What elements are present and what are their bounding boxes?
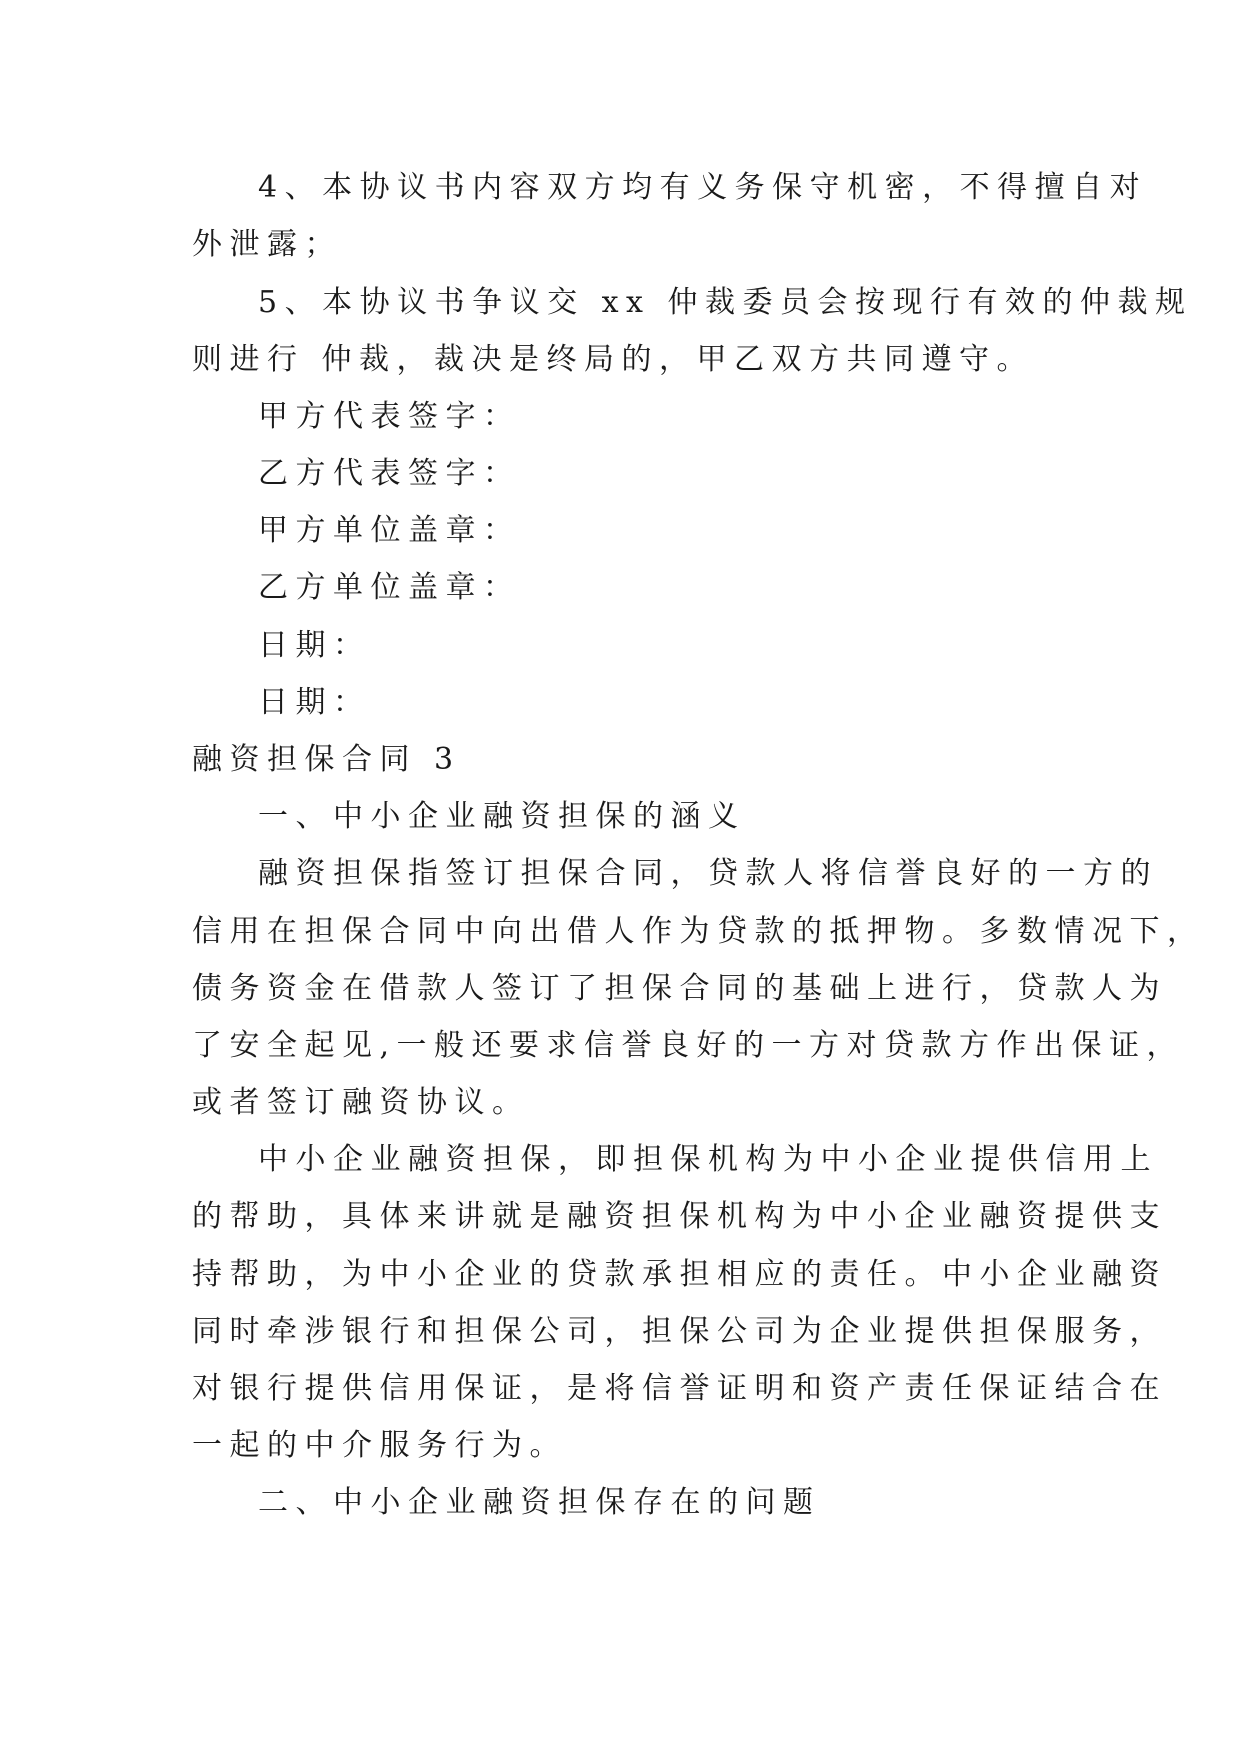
party-b-seal-label: 乙方单位盖章： [258,570,521,605]
party-a-signature-label: 甲方代表签字： [258,399,521,434]
paragraph-1-line-3: 债务资金在借款人签订了担保合同的基础上进行，贷款人为 [192,971,1167,1006]
paragraph-2-line-4: 同时牵涉银行和担保公司，担保公司为企业提供担保服务， [192,1314,1167,1349]
paragraph-2-line-1: 中小企业融资担保，即担保机构为中小企业提供信用上 [258,1142,1158,1177]
paragraph-1-line-5: 或者签订融资协议。 [192,1085,530,1120]
date-label-1: 日期： [258,628,371,663]
paragraph-1-line-4: 了安全起见,一般还要求信誉良好的一方对贷款方作出保证， [192,1028,1185,1063]
paragraph-2-line-6: 一起的中介服务行为。 [192,1428,567,1463]
clause-5-line-2: 则进行 仲裁，裁决是终局的，甲乙双方共同遵守。 [192,342,1035,377]
party-a-seal-label: 甲方单位盖章： [258,513,521,548]
clause-4-line-2: 外泄露； [192,227,342,262]
paragraph-2-line-5: 对银行提供信用保证，是将信誉证明和资产责任保证结合在 [192,1371,1167,1406]
section-title: 融资担保合同 3 [192,742,461,777]
paragraph-1-line-2: 信用在担保合同中向出借人作为贷款的抵押物。多数情况下， [192,914,1205,949]
heading-2: 二、中小企业融资担保存在的问题 [258,1485,821,1520]
party-b-signature-label: 乙方代表签字： [258,456,521,491]
paragraph-1-line-1: 融资担保指签订担保合同，贷款人将信誉良好的一方的 [258,856,1158,891]
clause-5-line-1: 5、本协议书争议交 xx 仲裁委员会按现行有效的仲裁规 [258,285,1193,320]
paragraph-2-line-2: 的帮助，具体来讲就是融资担保机构为中小企业融资提供支 [192,1199,1167,1234]
paragraph-2-line-3: 持帮助，为中小企业的贷款承担相应的责任。中小企业融资 [192,1257,1167,1292]
date-label-2: 日期： [258,685,371,720]
heading-1: 一、中小企业融资担保的涵义 [258,799,746,834]
clause-4-line-1: 4、本协议书内容双方均有义务保守机密，不得擅自对 [258,170,1148,205]
